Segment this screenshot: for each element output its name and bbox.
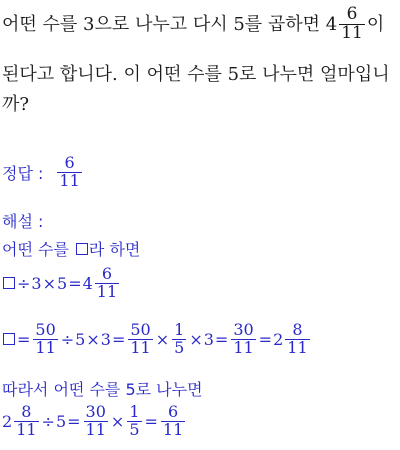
blank-square-icon: [3, 277, 15, 289]
solution-line-1: 어떤 수를 라 하면: [2, 240, 141, 259]
fraction: $\frac{6}{11}$: [96, 264, 118, 301]
fraction: $\frac{30}{11}$: [233, 320, 254, 357]
fraction: $\frac{8}{11}$: [287, 320, 308, 357]
blank-square-icon: [3, 333, 15, 345]
question-fraction: $\frac{6}{11}$: [341, 4, 363, 43]
equation-1: ÷ 3 × 5 = 4 $\frac{6}{11}$: [2, 266, 121, 301]
question-line-3: 까?: [2, 94, 30, 115]
fraction: $\frac{50}{11}$: [130, 320, 151, 357]
fraction: $\frac{8}{11}$: [16, 402, 37, 439]
question-text-a: 어떤 수를 3으로 나누고 다시 5를 곱하면 4: [2, 13, 338, 35]
solution-label: 해설 :: [2, 212, 44, 231]
answer-row: [2, 155, 84, 190]
solution-therefore-line: 따라서 어떤 수를 5로 나누면: [2, 380, 203, 399]
blank-square-icon: [76, 243, 88, 255]
fraction: $\frac{6}{11}$: [162, 402, 184, 439]
fraction: $\frac{50}{11}$: [35, 320, 56, 357]
answer-label: 정답 :: [2, 163, 44, 183]
answer-fraction: $\frac{6}{11}$: [59, 153, 80, 190]
question-text-b: 이: [366, 13, 385, 35]
fraction: $\frac{1}{5}$: [174, 320, 185, 357]
question-line-1: [2, 6, 384, 43]
fraction: $\frac{1}{5}$: [129, 402, 140, 439]
question-line-2: 된다고 합니다. 이 어떤 수를 5로 나누면 얼마입니: [2, 64, 390, 85]
fraction: $\frac{30}{11}$: [85, 402, 106, 439]
equation-2: = $\frac{50}{11}$ ÷ 5 × 3 = $\frac{50}{11}$ × $\frac{1}{5}$ × 3 = $\frac{30}{11}$ = 2 $\frac{8}{11}$: [2, 322, 312, 357]
equation-3: 2 $\frac{8}{11}$ ÷ 5 = $\frac{30}{11}$ × $\frac{1}{5}$ = $\frac{6}{11}$: [2, 402, 184, 439]
